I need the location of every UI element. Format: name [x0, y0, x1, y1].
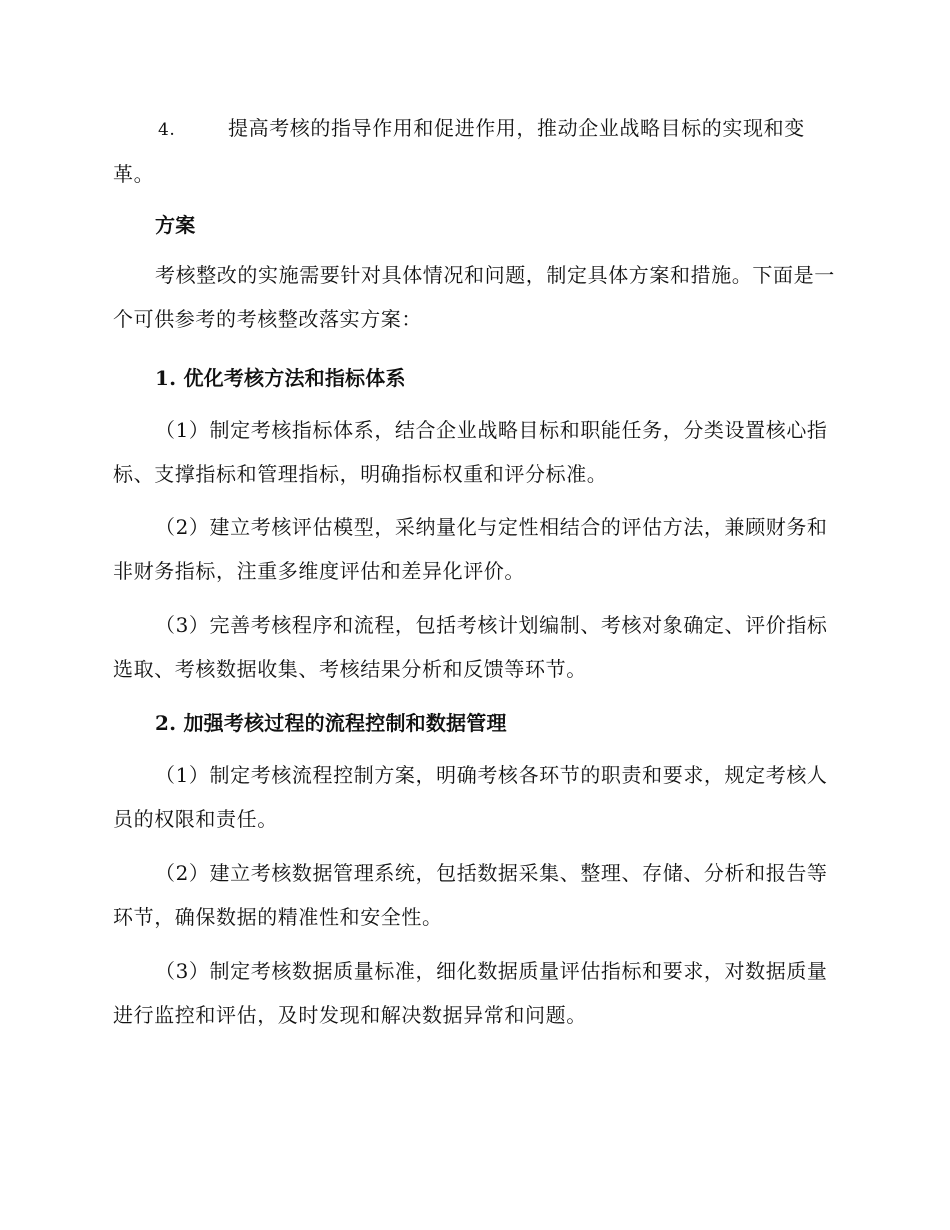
section-1-item-3: （3）完善考核程序和流程，包括考核计划编制、考核对象确定、评价指标选取、考核数据收集、考核结果分析和反馈等环节。 [113, 613, 828, 681]
section-2-item-2: （2）建立考核数据管理系统，包括数据采集、整理、存储、分析和报告等环节，确保数据的精准性和安全性。 [113, 861, 828, 929]
lead-paragraph: 考核整改的实施需要针对具体情况和问题，制定具体方案和措施。下面是一个可供参考的考核整改落实方案： [113, 263, 835, 331]
section-title: 方案 [155, 213, 196, 237]
section-1-item-1: （1）制定考核指标体系，结合企业战略目标和职能任务，分类设置核心指标、支撑指标和管理指标，明确指标权重和评分标准。 [113, 418, 828, 486]
section-1-item-2: （2）建立考核评估模型，采纳量化与定性相结合的评估方法，兼顾财务和非财务指标，注重多维度评估和差异化评价。 [113, 515, 828, 583]
intro-list-item [113, 106, 835, 196]
intro-item-text: 提高考核的指导作用和促进作用，推动企业战略目标的实现和变革。 [113, 116, 805, 186]
section-heading-2: 2. 加强考核过程的流程控制和数据管理 [155, 711, 507, 735]
section-2-item-1: （1）制定考核流程控制方案，明确考核各环节的职责和要求，规定考核人员的权限和责任。 [113, 763, 828, 831]
section-2-item-3: （3）制定考核数据质量标准，细化数据质量评估指标和要求，对数据质量进行监控和评估，及时发现和解决数据异常和问题。 [113, 959, 828, 1027]
intro-item-number: 4. [158, 120, 176, 140]
section-heading-1: 1. 优化考核方法和指标体系 [155, 366, 406, 390]
